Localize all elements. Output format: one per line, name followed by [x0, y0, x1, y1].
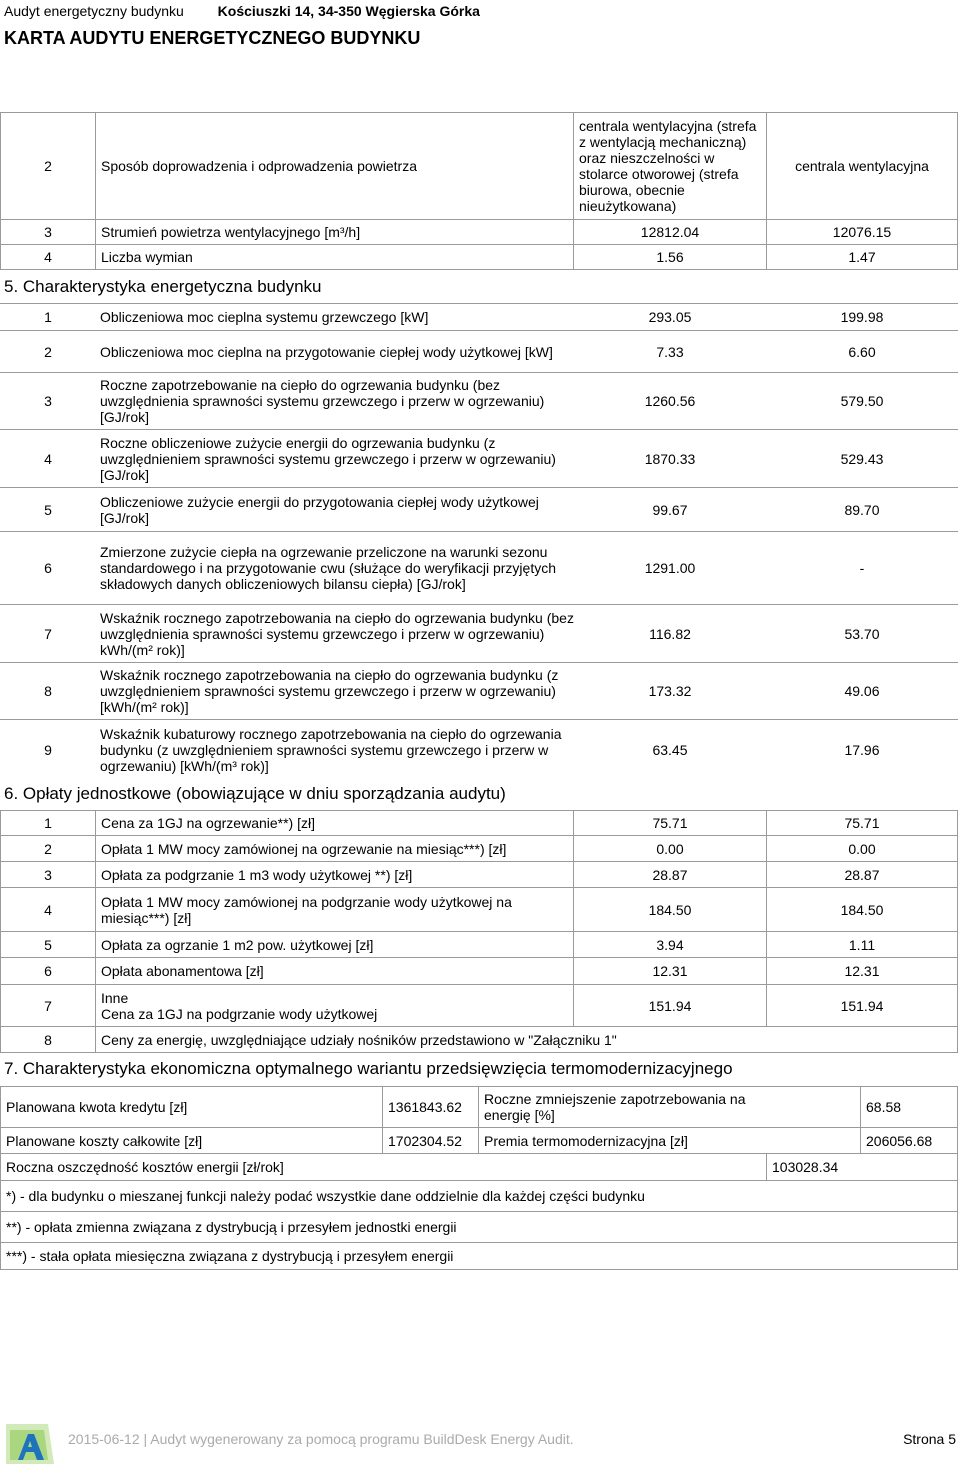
page-title: KARTA AUDYTU ENERGETYCZNEGO BUDYNKU [4, 28, 421, 48]
row-number: 2 [0, 835, 96, 862]
table-row [0, 931, 958, 958]
value-proposed: 579.50 [766, 372, 958, 429]
table-row [0, 219, 958, 245]
value-proposed: 1.47 [766, 244, 958, 270]
section-6-title: 6. Opłaty jednostkowe (obowiązujące w dniu sporządzania audytu) [4, 784, 506, 803]
value-proposed: 12076.15 [766, 219, 958, 245]
row-number: 8 [0, 662, 96, 719]
page-number: Strona 5 [903, 1431, 956, 1447]
value-proposed: - [766, 531, 958, 604]
row-label: Strumień powietrza wentylacyjnego [m³/h] [95, 219, 574, 245]
row-label: Opłata za ogrzanie 1 m2 pow. użytkowej [zł] [95, 931, 574, 958]
table-row [0, 1153, 958, 1181]
table-row [0, 531, 958, 604]
row-label: Opłata 1 MW mocy zamówionej na podgrzanie wody użytkowej na miesiąc***) [zł] [95, 887, 574, 932]
audit-label: Audyt energetyczny budynku [4, 3, 184, 19]
row-number: 1 [0, 810, 96, 836]
row-label [95, 984, 574, 1027]
footer-date: 2015-06-12 [68, 1431, 140, 1447]
cost-label: Planowane koszty całkowite [zł] [0, 1127, 383, 1154]
value-proposed: 89.70 [766, 487, 958, 531]
premium-label: Premia termomodernizacyjna [zł] [478, 1127, 861, 1154]
value-proposed: 49.06 [766, 662, 958, 719]
row-number: 2 [0, 330, 96, 372]
table-row [0, 1086, 958, 1128]
value-current: 1260.56 [573, 372, 767, 429]
row-number: 1 [0, 303, 96, 330]
row-number: 7 [0, 604, 96, 662]
reduction-value: 68.58 [860, 1086, 958, 1128]
table-row [0, 984, 958, 1027]
row-label: Obliczeniowa moc cieplna systemu grzewczego [kW] [95, 303, 574, 330]
table-row [0, 662, 958, 719]
value-proposed: 17.96 [766, 719, 958, 779]
row-number: 6 [0, 531, 96, 604]
table-row [0, 112, 958, 220]
row-label-line: Cena za 1GJ na podgrzanie wody użytkowej [101, 1005, 378, 1022]
row-label: Wskaźnik rocznego zapotrzebowania na ciepło do ogrzewania budynku (bez uwzględnienia sprawności systemu grzewczego i przerw w ogrzewaniu) kWh/(m² rok)] [95, 604, 574, 662]
row-number: 4 [0, 244, 96, 270]
footer-separator: | [143, 1431, 148, 1447]
value-current: 116.82 [573, 604, 767, 662]
table-row [0, 330, 958, 372]
row-label: Opłata abonamentowa [zł] [95, 957, 574, 985]
value-current: 12.31 [573, 957, 767, 985]
row-label: Opłata 1 MW mocy zamówionej na ogrzewanie na miesiąc***) [zł] [95, 835, 574, 862]
value-current: 75.71 [573, 810, 767, 836]
savings-value: 103028.34 [766, 1153, 958, 1181]
table-row [0, 810, 958, 836]
row-number: 5 [0, 487, 96, 531]
section-7-title: 7. Charakterystyka ekonomiczna optymalnego wariantu przedsięwzięcia termomodernizacyjnego [4, 1059, 733, 1078]
value-current: 0.00 [573, 835, 767, 862]
value-current: centrala wentylacyjna (strefa z wentylacją mechaniczną) oraz nieszczelności w stolarce otworowej (strefa biurowa, obecnie nieużytkowana) [573, 112, 767, 220]
value-current: 3.94 [573, 931, 767, 958]
address: Kościuszki 14, 34-350 Węgierska Górka [217, 3, 480, 19]
value-current: 1291.00 [573, 531, 767, 604]
row-label: Wskaźnik kubaturowy rocznego zapotrzebowania na ciepło do ogrzewania budynku (z uwzględnieniem sprawności systemu grzewczego i przerw w ogrzewaniu) [kWh/(m³ rok)] [95, 719, 574, 779]
builddesk-logo-icon [4, 1420, 56, 1468]
row-label: Opłata za podgrzanie 1 m3 wody użytkowej **) [zł] [95, 861, 574, 888]
row-label: Cena za 1GJ na ogrzewanie**) [zł] [95, 810, 574, 836]
row-number: 4 [0, 887, 96, 932]
footer-text [68, 1431, 574, 1447]
row-number: 3 [0, 372, 96, 429]
credit-label: Planowana kwota kredytu [zł] [0, 1086, 383, 1128]
value-proposed: 12.31 [766, 957, 958, 985]
table-row [0, 835, 958, 862]
value-proposed: 75.71 [766, 810, 958, 836]
savings-label: Roczna oszczędność kosztów energii [zł/rok] [0, 1153, 767, 1181]
note-row [0, 1242, 958, 1270]
value-proposed: 53.70 [766, 604, 958, 662]
value-current: 293.05 [573, 303, 767, 330]
value-current: 7.33 [573, 330, 767, 372]
value-proposed: 184.50 [766, 887, 958, 932]
table-row [0, 1127, 958, 1154]
footnote: **) - opłata zmienna związana z dystrybucją i przesyłem jednostki energii [0, 1211, 958, 1243]
row-number: 9 [0, 719, 96, 779]
table-row [0, 957, 958, 985]
row-number: 8 [0, 1026, 96, 1053]
row-label: Liczba wymian [95, 244, 574, 270]
value-current: 28.87 [573, 861, 767, 888]
row-number: 3 [0, 861, 96, 888]
value-current: 63.45 [573, 719, 767, 779]
reduction-label: Roczne zmniejszenie zapotrzebowania na energię [%] [478, 1086, 861, 1128]
table-row [0, 719, 958, 779]
value-proposed: 1.11 [766, 931, 958, 958]
value-proposed: 151.94 [766, 984, 958, 1027]
footnote: ***) - stała opłata miesięczna związana z dystrybucją i przesyłem energii [0, 1242, 958, 1270]
value-current: 151.94 [573, 984, 767, 1027]
table-row [0, 861, 958, 888]
row-number: 4 [0, 429, 96, 487]
value-current: 99.67 [573, 487, 767, 531]
row-label: Ceny za energię, uwzględniające udziały nośników przedstawiono w "Załączniku 1" [95, 1026, 958, 1053]
row-label: Sposób doprowadzenia i odprowadzenia powietrza [95, 112, 574, 220]
row-label: Wskaźnik rocznego zapotrzebowania na ciepło do ogrzewania budynku (z uwzględnieniem sprawności systemu grzewczego i przerw w ogrzewaniu) [kWh/(m² rok)] [95, 662, 574, 719]
row-label: Obliczeniowa moc cieplna na przygotowanie ciepłej wody użytkowej [kW] [95, 330, 574, 372]
table-row [0, 487, 958, 531]
value-proposed: 199.98 [766, 303, 958, 330]
row-label: Roczne obliczeniowe zużycie energii do ogrzewania budynku (z uwzględnieniem sprawności systemu grzewczego i przerw w ogrzewaniu) [GJ/rok] [95, 429, 574, 487]
value-current: 1.56 [573, 244, 767, 270]
table-row [0, 1026, 958, 1053]
value-proposed: centrala wentylacyjna [766, 112, 958, 220]
table-row [0, 604, 958, 662]
cost-value: 1702304.52 [382, 1127, 479, 1154]
value-current: 1870.33 [573, 429, 767, 487]
row-number: 3 [0, 219, 96, 245]
value-current: 12812.04 [573, 219, 767, 245]
premium-value: 206056.68 [860, 1127, 958, 1154]
table-row [0, 887, 958, 932]
row-number: 6 [0, 957, 96, 985]
value-current: 184.50 [573, 887, 767, 932]
row-label: Obliczeniowe zużycie energii do przygotowania ciepłej wody użytkowej [GJ/rok] [95, 487, 574, 531]
footnote: *) - dla budynku o mieszanej funkcji należy podać wszystkie dane oddzielnie dla każdej części budynku [0, 1180, 958, 1212]
page-header [4, 0, 480, 49]
table-row [0, 372, 958, 429]
table-row [0, 303, 958, 330]
credit-value: 1361843.62 [382, 1086, 479, 1128]
value-proposed: 28.87 [766, 861, 958, 888]
value-proposed: 529.43 [766, 429, 958, 487]
note-row [0, 1180, 958, 1212]
row-number: 5 [0, 931, 96, 958]
row-number: 7 [0, 984, 96, 1027]
value-proposed: 0.00 [766, 835, 958, 862]
table-row [0, 429, 958, 487]
row-number: 2 [0, 112, 96, 220]
table-row [0, 244, 958, 270]
note-row [0, 1211, 958, 1243]
row-label: Zmierzone zużycie ciepła na ogrzewanie przeliczone na warunki sezonu standardowego i na przygotowanie cwu (służące do weryfikacji przyjętych składowych danych obliczeniowych bilansu ciepła) [GJ/rok] [95, 531, 574, 604]
row-label-line: Inne [101, 989, 129, 1006]
section-5-title: 5. Charakterystyka energetyczna budynku [4, 277, 322, 296]
footer-generated: Audyt wygenerowany za pomocą programu BuildDesk Energy Audit. [150, 1431, 574, 1447]
row-label: Roczne zapotrzebowanie na ciepło do ogrzewania budynku (bez uwzględnienia sprawności systemu grzewczego i przerw w ogrzewaniu) [GJ/rok] [95, 372, 574, 429]
value-proposed: 6.60 [766, 330, 958, 372]
value-current: 173.32 [573, 662, 767, 719]
